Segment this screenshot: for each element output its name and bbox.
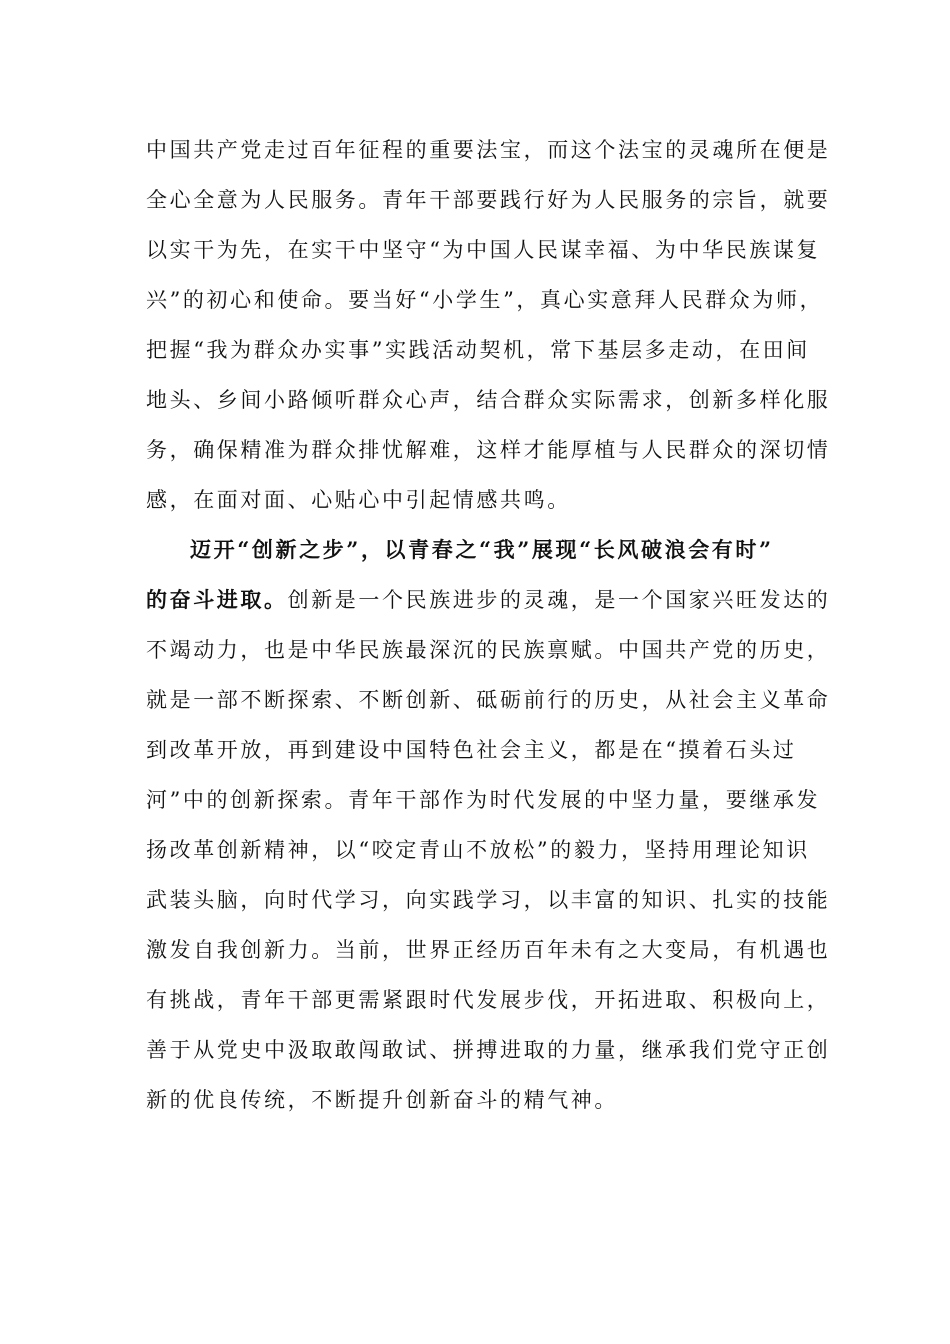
paragraph-2-line-11: 善于从党史中汲取敢闯敢试、拼搏进取的力量，继承我们党守正创 <box>146 1038 831 1062</box>
paragraph-1-line-5: 把握“我为群众办实事”实践活动契机，常下基层多走动，在田间 <box>146 338 810 362</box>
paragraph-2-line-6: 河”中的创新探索。青年干部作为时代发展的中坚力量，要继承发 <box>146 788 821 812</box>
paragraph-2-line-3: 不竭动力，也是中华民族最深沉的民族禀赋。中国共产党的历史， <box>146 638 831 662</box>
paragraph-2-line-12: 新的优良传统，不断提升创新奋斗的精气神。 <box>146 1088 618 1112</box>
paragraph-2-line-2-text: 创新是一个民族进步的灵魂，是一个国家兴旺发达的 <box>287 588 831 612</box>
paragraph-2-heading-line-2: 的奋斗进取。 <box>146 587 288 612</box>
paragraph-2-line-7: 扬改革创新精神，以“咬定青山不放松”的毅力，坚持用理论知识 <box>146 838 810 862</box>
paragraph-2-line-2 <box>146 580 830 620</box>
paragraph-1-line-2: 全心全意为人民服务。青年干部要践行好为人民服务的宗旨，就要 <box>146 188 831 212</box>
paragraph-2-line-4: 就是一部不断探索、不断创新、砥砺前行的历史，从社会主义革命 <box>146 688 831 712</box>
paragraph-1-line-4: 兴”的初心和使命。要当好“小学生”，真心实意拜人民群众为师， <box>146 288 824 312</box>
paragraph-2-line-5: 到改革开放，再到建设中国特色社会主义，都是在“摸着石头过 <box>146 738 797 762</box>
paragraph-1-line-8: 感，在面对面、心贴心中引起情感共鸣。 <box>146 488 571 512</box>
paragraph-1-line-1: 中国共产党走过百年征程的重要法宝，而这个法宝的灵魂所在便是 <box>146 138 831 162</box>
paragraph-1-line-6: 地头、乡间小路倾听群众心声，结合群众实际需求，创新多样化服 <box>146 388 831 412</box>
paragraph-2-heading-line-1: 迈开“创新之步”，以青春之“我”展现“长风破浪会有时” <box>190 537 774 562</box>
paragraph-2-line-9: 激发自我创新力。当前，世界正经历百年未有之大变局，有机遇也 <box>146 938 831 962</box>
paragraph-1-line-3: 以实干为先，在实干中坚守“为中国人民谋幸福、为中华民族谋复 <box>146 238 821 262</box>
paragraph-2-line-10: 有挑战，青年干部更需紧跟时代发展步伐，开拓进取、积极向上， <box>146 988 831 1012</box>
paragraph-2-line-8: 武装头脑，向时代学习，向实践学习，以丰富的知识、扎实的技能 <box>146 888 831 912</box>
paragraph-1-line-7: 务，确保精准为群众排忧解难，这样才能厚植与人民群众的深切情 <box>146 438 831 462</box>
